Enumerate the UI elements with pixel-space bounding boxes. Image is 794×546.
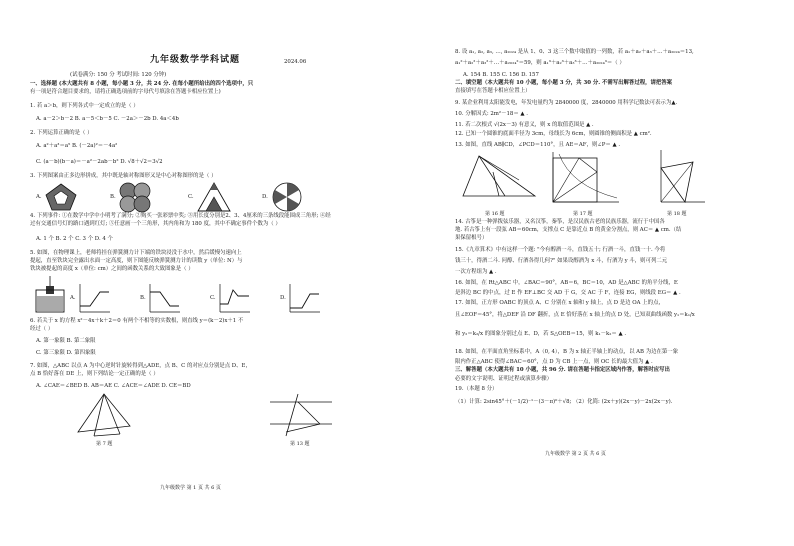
question-7: 7. 如图，△ABC 以点 A 为中心逆时针旋转得到△ADE，点 B、C 的对应点分别是点 D、E， <box>30 363 251 369</box>
right-page <box>397 0 794 546</box>
question-16-line-2: 是斜边 BC 的中点，过 E 作 EF⊥BC 交 AD 于 G，交 AC 于 F，连接 EG，则线段 EG＝ ▲ . <box>455 290 681 296</box>
question-19-parts: （1）计算: 2sin45°＋(－1/2)⁻¹－(3－π)⁰＋√8; （2）化简: (2x＋y)(2x－y)－2x(2x－y). <box>455 399 673 405</box>
section1-header: 一、选择题 (本大题共有 8 小题，每小题 3 分，共 24 分. 在每小题所给出的四个选项中，只 <box>30 81 254 87</box>
question-18-line-2: 限内作正△ABC 使得∠BAC＝60°，点 D 为 CB 上一点，则 OC 长的最大值为 ▲ . <box>455 359 653 365</box>
question-11: 11. 若二次根式 √(2x－3) 有意义，则 x 的取值范围是 ▲ . <box>455 122 594 128</box>
question-4-line-2: 过有交通信号灯的路口遇到红灯; ⑤任意画一个三角形，其内角和为 180 度，其中不确定事件个数为（ ） <box>30 221 281 227</box>
question-12: 12. 已知一个圆锥的底面半径为 3cm，母线长为 6cm，则圆锥的侧面积是 ▲ cm². <box>455 131 652 137</box>
question-2-options-2: C. (a－b)(b－a)＝－a²－2ab－b² D. √8＋√2＝3√2 <box>36 159 163 165</box>
question-9: 9. 某企业利用太阳能发电，年发电量约为 2840000 度，2840000 用科学记数法可表示为▲. <box>455 100 678 106</box>
q5-label-d: D. <box>280 295 286 301</box>
figure-16-caption: 第 16 题 <box>485 211 505 217</box>
question-15-line-2: 钱三十，得酒二斗. 问醇、行酒各得几何?" 如果设醇酒为 x 斗，行酒为 y 斗，则可列二元 <box>455 258 668 264</box>
figure-7-caption: 第 7 题 <box>96 441 113 447</box>
question-8-options: A. 154 B. 155 C. 156 D. 157 <box>463 72 539 78</box>
q3-figure-c <box>196 181 232 213</box>
q5-graph-a <box>76 282 112 316</box>
q5-label-c: C. <box>210 295 216 301</box>
question-6-options-2: C. 第三象限 D. 第四象限 <box>36 350 96 356</box>
figure-17-caption: 第 17 题 <box>573 211 593 217</box>
question-16: 16. 如图，在 Rt△ABC 中，∠BAC＝90°，AB＝6，BC＝10，AD 是△ABC 的角平分线，E <box>455 280 678 286</box>
question-15: 15.《九章算术》中有这样一个题: "今有醇酒一斗，直钱五十; 行酒一斗，直钱一十. 今将 <box>455 247 666 253</box>
question-18: 18. 如图，在平面直角坐标系中，A（0, 4），B 为 x 轴正半轴上的动点，以 AB 为边在第一象 <box>455 349 679 355</box>
question-14-line-2: 地. 若古筝上有一段弦 AB＝60cm，支撑点 C 是靠近点 B 的黄金分割点，则 AC＝ ▲ cm.（结 <box>455 227 682 233</box>
q5-apparatus-figure <box>32 276 68 316</box>
q5-graph-c <box>216 282 252 316</box>
question-10: 10. 分解因式: 2m²－18＝ ▲ . <box>455 111 529 117</box>
q3-label-c: C. <box>188 194 194 200</box>
figure-17 <box>549 150 621 206</box>
question-4: 4. 下列事件: ①在数学中学中小明考了满分; ②购买一张彩票中奖; ③用长度分别是2、3、4厘米的三条线段能围成三角形; ④经 <box>30 213 331 219</box>
figure-18-caption: 第 18 题 <box>667 211 687 217</box>
question-7-line-2: 点 B 恰好落在 DE 上，则下列结论一定正确的是（ ） <box>30 371 159 377</box>
q5-label-a: A. <box>70 295 76 301</box>
section3-header-2: 必要的文字说明、证明过程或演算步骤） <box>455 376 553 382</box>
exam-title: 九年级数学学科试题 <box>150 55 241 65</box>
question-14-line-3: 果保留根号） <box>455 235 488 241</box>
question-5: 5. 如图，在物理课上，老师将挂在弹簧测力计下端的铁块浸没于水中，然后缓慢匀速向上 <box>30 250 242 256</box>
question-13: 13. 如图，直线 AB∥CD，∠PCD＝110°，且 AE＝AF，则∠P＝ ▲ . <box>455 142 621 148</box>
q3-figure-d <box>270 181 304 213</box>
section1-header-2: 有一项是符合题目要求的，请将正确选项前的字母代号填涂在答题卡相应位置上) <box>30 89 221 95</box>
q5-graph-b <box>146 282 182 316</box>
question-17: 17. 如图，正方形 OABC 的顶点 A、C 分别在 x 轴和 y 轴上，点 D 是边 OA 上的点， <box>455 300 664 306</box>
question-8: 8. 设 a₁, a₂, a₃, …, a₂₀₂₄ 是从 1、0、3 这三个数中取值的一列数，若 a₁＋a₂＋a₃＋…＋a₂₀₂₄＝13, <box>455 49 694 55</box>
question-6-line-2: 经过（ ） <box>30 326 54 332</box>
figure-7 <box>74 392 134 438</box>
figure-16 <box>459 152 539 202</box>
q5-graph-d <box>286 282 322 316</box>
question-17-line-2: 且∠EOF＝45°，将△DEF 沿 DF 翻折，点 E 恰好落在 x 轴上的点 D 处，已知双曲线函数 y₁＝k₁/x <box>455 312 695 318</box>
question-5-line-3: 铁块被提起的高度 x（单位: cm）之间的函数关系的大致图象是（ ） <box>30 266 194 272</box>
q3-figure-a <box>44 182 78 212</box>
q5-label-b: B. <box>140 295 146 301</box>
question-17-line-3: 和 y₂＝k₂/x 的图象分别过点 E、D，若 S△OEB＝15，则 k₁－k₂＝ ▲ . <box>455 331 627 337</box>
question-1: 1. 若 a＞b，则下列各式中一定成立的是（ ） <box>30 103 139 109</box>
q3-label-b: B. <box>110 194 116 200</box>
q3-label-a: A. <box>36 194 42 200</box>
question-2: 2. 下列运算正确的是（ ） <box>30 130 93 136</box>
left-page-footer: 九年级数学 第 1 页 共 6 页 <box>160 485 221 491</box>
question-1-options: A. a－2＞b－2 B. a－5＜b－5 C. －2a＞－2b D. 4a＜4b <box>36 116 179 122</box>
question-7-options: A. ∠CAE＝∠BED B. AB＝AE C. ∠ACE＝∠ADE D. CE＝BD <box>36 383 191 389</box>
exam-info: (试卷满分: 150 分 考试时间: 120 分钟) <box>70 72 167 78</box>
question-6: 6. 若关于 x 的方程 x²－4x＋k＋2＝0 有两个不相等的实数根，则直线 y＝(k－2)x＋1 不 <box>30 318 244 324</box>
section3-header: 三、解答题（本大题共有 10 小题，共 96 分. 请在答题卡指定区域内作答，解答时应写出 <box>455 367 670 373</box>
section2-header-2: 直接填写在答题卡相应位置上） <box>455 88 531 94</box>
section2-header: 二、填空题（本大题共有 10 小题，每小题 3 分，共 30 分. 不需写出解答过程，请把答案 <box>455 80 673 86</box>
q3-figure-b <box>118 181 152 213</box>
q3-label-d: D. <box>262 194 268 200</box>
figure-18 <box>647 148 707 206</box>
question-4-options: A. 1 个 B. 2 个 C. 3 个 D. 4 个 <box>36 236 113 242</box>
question-6-options-1: A. 第一象限 B. 第二象限 <box>36 338 96 344</box>
exam-date: 2024.06 <box>284 59 307 65</box>
question-19: 19.（本题 8 分） <box>455 386 498 392</box>
question-2-options-1: A. a²＋a³＝a⁵ B. (－2a)²＝－4a² <box>36 143 118 149</box>
figure-13 <box>268 392 334 438</box>
question-15-line-3: 一次方程组为 ▲ . <box>455 269 497 275</box>
question-3: 3. 下列图案由正多边形拼成，其中既是轴对称图形又是中心对称图形的是（ ） <box>30 173 217 179</box>
figure-13-caption: 第 13 题 <box>290 441 310 447</box>
question-14: 14. 古筝是一种弹拨弦乐器，又名汉筝，秦筝，是汉民族古老的民族乐器，流行于中国各 <box>455 219 665 225</box>
question-5-line-2: 提起，直至铁块完全露出水面一定高度，则下图能反映弹簧测力计的读数 y（单位: N）与 <box>30 258 243 264</box>
question-8-line-2: a₁²＋a₂²＋a₃²＋…＋a₂₀₂₄²＝59，则 a₁³＋a₂³＋a₃³＋…＋a₂₀₂₄³＝（ ） <box>455 60 625 66</box>
right-page-footer: 九年级数学 第 2 页 共 6 页 <box>545 451 606 457</box>
